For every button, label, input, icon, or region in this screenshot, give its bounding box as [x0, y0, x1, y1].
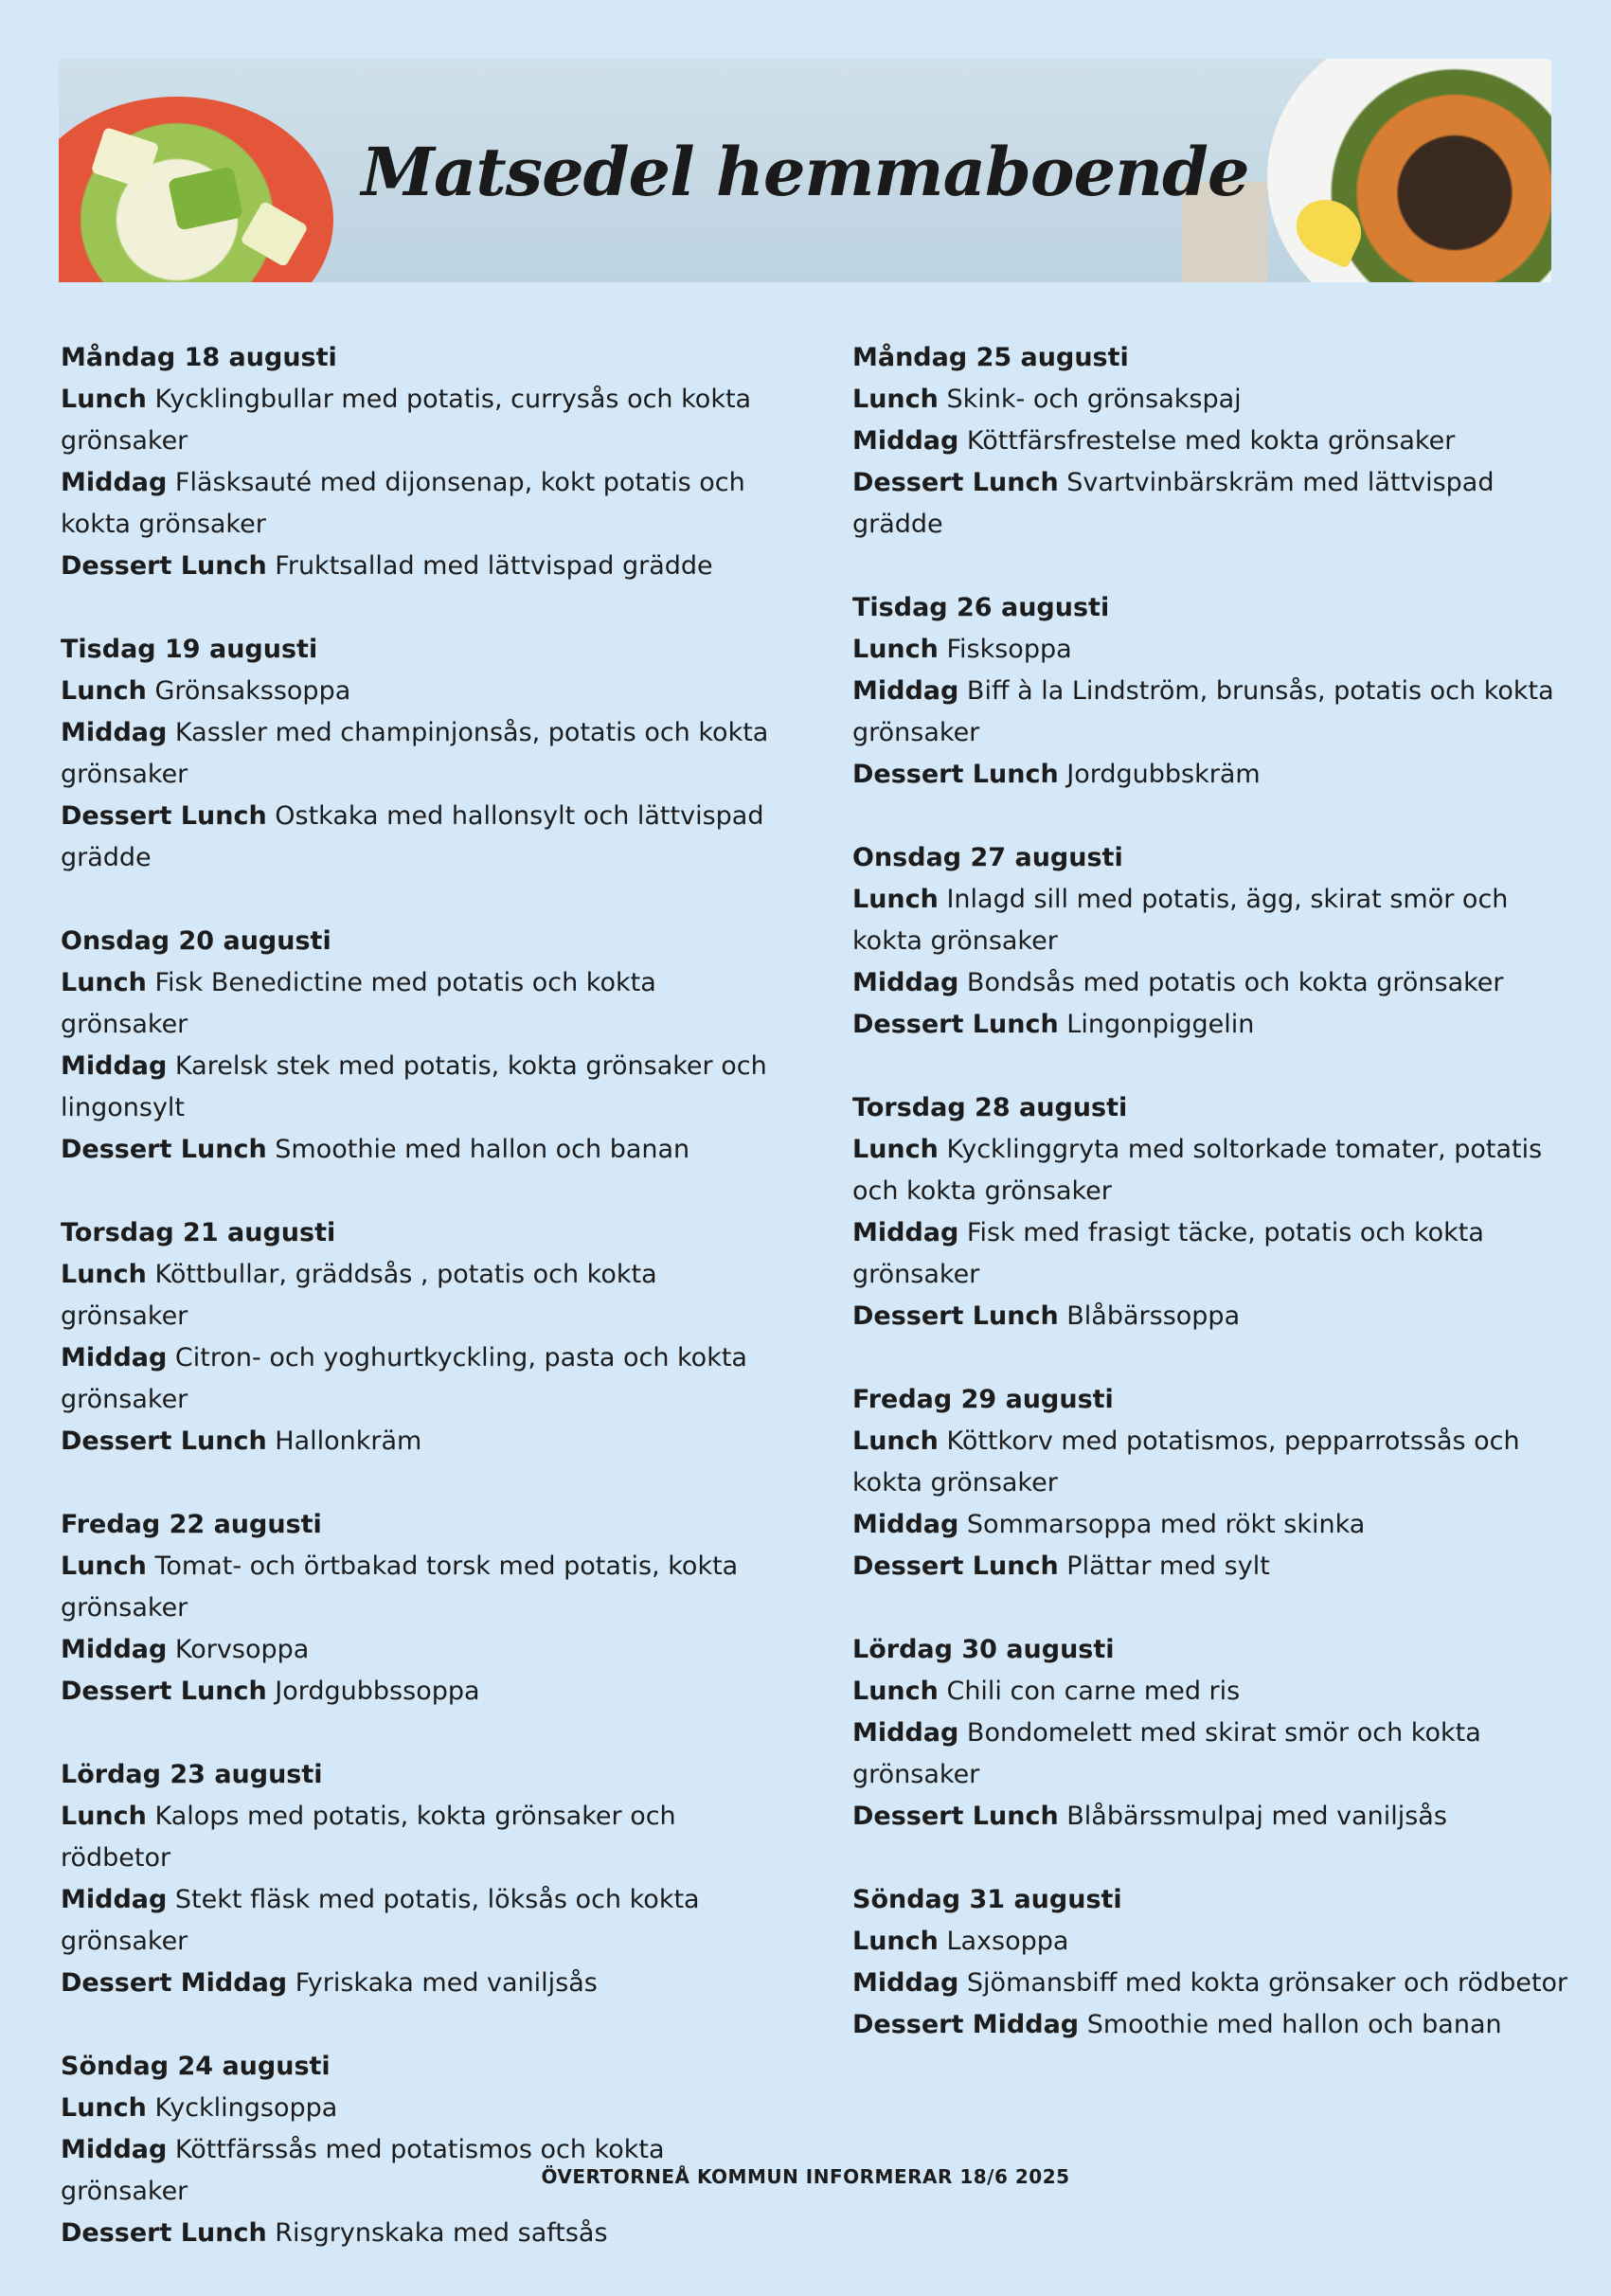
meal-description: Lingonpiggelin	[1066, 1010, 1255, 1039]
meal-row	[61, 671, 780, 712]
meal-label: Dessert Lunch	[61, 1426, 267, 1456]
meal-row	[852, 462, 1572, 546]
meal-label: Dessert Lunch	[61, 2218, 267, 2248]
meal-label: Dessert Lunch	[852, 1802, 1059, 1831]
day-block	[852, 587, 1572, 796]
meal-description: Sjömansbiff med kokta grönsaker och rödbetor	[966, 1968, 1568, 1998]
day-block	[61, 1504, 780, 1713]
meal-label: Lunch	[61, 1552, 147, 1581]
meal-description: Karelsk stek med potatis, kokta grönsaker och lingonsylt	[61, 1051, 767, 1122]
day-block	[852, 1379, 1572, 1587]
day-title: Tisdag 26 augusti	[852, 593, 1110, 622]
meal-description: Fisk med frasigt täcke, potatis och kokta grönsaker	[852, 1218, 1484, 1289]
meal-label: Dessert Middag	[61, 1968, 288, 1998]
day-block	[61, 1212, 780, 1462]
day-block	[852, 337, 1572, 546]
meal-label: Middag	[61, 1885, 168, 1914]
day-title: Onsdag 27 augusti	[852, 843, 1123, 872]
meal-row	[61, 1963, 780, 2004]
meal-row	[852, 1963, 1572, 2004]
meal-label: Lunch	[61, 968, 147, 997]
day-title: Måndag 25 augusti	[852, 343, 1129, 372]
meal-description: Kalops med potatis, kokta grönsaker och rödbetor	[61, 1802, 676, 1873]
meal-description: Blåbärssmulpaj med vaniljsås	[1066, 1802, 1447, 1831]
meal-row	[852, 1421, 1572, 1504]
day-block	[61, 1754, 780, 2004]
day-block	[61, 921, 780, 1171]
meal-row	[852, 671, 1572, 754]
meal-description: Kycklingsoppa	[154, 2093, 338, 2123]
meal-description: Biff à la Lindström, brunsås, potatis och kokta grönsaker	[852, 676, 1554, 747]
meal-row	[61, 1254, 780, 1337]
meal-row	[852, 1296, 1572, 1337]
meal-label: Lunch	[61, 1260, 147, 1289]
meal-description: Jordgubbssoppa	[275, 1677, 480, 1706]
meal-row	[61, 1879, 780, 1963]
meal-label: Middag	[61, 1343, 168, 1372]
meal-row	[61, 1796, 780, 1879]
day-block	[852, 837, 1572, 1046]
meal-row	[852, 629, 1572, 671]
meal-row	[61, 1046, 780, 1129]
meal-description: Citron- och yoghurtkyckling, pasta och kokta grönsaker	[61, 1343, 747, 1414]
day-title: Tisdag 19 augusti	[61, 635, 318, 664]
meal-row	[61, 1421, 780, 1462]
meal-label: Lunch	[852, 1135, 939, 1164]
meal-description: Svartvinbärskräm med lättvispad grädde	[852, 468, 1495, 539]
meal-description: Blåbärssoppa	[1066, 1301, 1241, 1331]
meal-row	[61, 962, 780, 1046]
menu-column-left	[61, 337, 780, 2296]
meal-label: Lunch	[852, 1927, 939, 1956]
meal-row	[852, 1212, 1572, 1296]
day-title: Söndag 24 augusti	[61, 2052, 331, 2081]
meal-description: Skink- och grönsakspaj	[946, 385, 1242, 414]
meal-description: Smoothie med hallon och banan	[275, 1135, 690, 1164]
meal-label: Middag	[852, 968, 959, 997]
meal-description: Fisksoppa	[946, 635, 1072, 664]
header-banner	[59, 59, 1551, 282]
meal-description: Grönsakssoppa	[154, 676, 351, 706]
meal-row	[852, 1504, 1572, 1546]
meal-label: Dessert Lunch	[61, 1135, 267, 1164]
day-title: Torsdag 28 augusti	[852, 1093, 1128, 1122]
meal-description: Köttbullar, gräddsås , potatis och kokta grönsaker	[61, 1260, 657, 1331]
meal-row	[852, 754, 1572, 796]
meal-label: Lunch	[852, 885, 939, 914]
meal-label: Dessert Lunch	[852, 1552, 1059, 1581]
meal-label: Dessert Lunch	[61, 1677, 267, 1706]
meal-description: Smoothie med hallon och banan	[1086, 2010, 1502, 2039]
meal-description: Ostkaka med hallonsylt och lättvispad grädde	[61, 801, 764, 872]
meal-row	[61, 462, 780, 546]
meal-description: Chili con carne med ris	[946, 1677, 1241, 1706]
meal-row	[61, 1671, 780, 1713]
day-block	[852, 1629, 1572, 1838]
meal-row	[61, 546, 780, 587]
meal-row	[852, 421, 1572, 462]
meal-label: Lunch	[852, 635, 939, 664]
meal-description: Risgrynskaka med saftsås	[275, 2218, 608, 2248]
meal-row	[852, 962, 1572, 1004]
day-title: Fredag 22 augusti	[61, 1510, 322, 1539]
meal-row	[852, 1129, 1572, 1212]
meal-label: Lunch	[852, 1426, 939, 1456]
meal-description: Kassler med champinjonsås, potatis och kokta grönsaker	[61, 718, 769, 789]
meal-label: Lunch	[61, 2093, 147, 2123]
meal-label: Dessert Lunch	[852, 760, 1059, 789]
day-title: Måndag 18 augusti	[61, 343, 337, 372]
meal-description: Fruktsallad med lättvispad grädde	[275, 551, 713, 581]
day-title: Fredag 29 augusti	[852, 1385, 1114, 1414]
day-title: Lördag 23 augusti	[61, 1760, 323, 1789]
meal-description: Kycklingbullar med potatis, currysås och kokta grönsaker	[61, 385, 752, 456]
meal-description: Stekt fläsk med potatis, löksås och kokta grönsaker	[61, 1885, 700, 1956]
meal-description: Korvsoppa	[174, 1635, 310, 1664]
meal-row	[852, 879, 1572, 962]
meal-description: Köttkorv med potatismos, pepparrotssås och kokta grönsaker	[852, 1426, 1520, 1498]
day-block	[852, 1879, 1572, 2046]
day-title: Söndag 31 augusti	[852, 1885, 1122, 1914]
meal-row	[852, 1921, 1572, 1963]
day-block	[61, 337, 780, 587]
meal-description: Laxsoppa	[946, 1927, 1069, 1956]
meal-description: Fläsksauté med dijonsenap, kokt potatis och kokta grönsaker	[61, 468, 745, 539]
meal-row	[61, 1546, 780, 1629]
meal-label: Dessert Middag	[852, 2010, 1080, 2039]
meal-description: Kycklinggryta med soltorkade tomater, potatis och kokta grönsaker	[852, 1135, 1543, 1206]
footer-text: ÖVERTORNEÅ KOMMUN INFORMERAR 18/6 2025	[541, 2165, 1070, 2188]
meal-label: Dessert Lunch	[61, 551, 267, 581]
meal-label: Lunch	[61, 385, 147, 414]
meal-label: Middag	[852, 676, 959, 706]
day-block	[852, 1087, 1572, 1337]
meal-label: Lunch	[852, 1677, 939, 1706]
meal-label: Middag	[61, 1635, 168, 1664]
meal-description: Köttfärssås med potatismos och kokta grönsaker	[61, 2135, 665, 2206]
meal-description: Sommarsoppa med rökt skinka	[966, 1510, 1366, 1539]
day-title: Torsdag 21 augusti	[61, 1218, 336, 1247]
meal-row	[61, 2088, 780, 2129]
day-block	[61, 629, 780, 879]
meal-label: Middag	[61, 468, 168, 497]
meal-row	[61, 796, 780, 879]
meal-row	[852, 379, 1572, 421]
meal-label: Middag	[852, 1968, 959, 1998]
day-title: Onsdag 20 augusti	[61, 926, 331, 956]
meal-row	[852, 1004, 1572, 1046]
meal-description: Inlagd sill med potatis, ägg, skirat smör och kokta grönsaker	[852, 885, 1509, 956]
meal-description: Bondomelett med skirat smör och kokta grönsaker	[852, 1718, 1481, 1789]
meal-row	[852, 1546, 1572, 1587]
meal-row	[852, 1671, 1572, 1713]
meal-row	[852, 1713, 1572, 1796]
meal-label: Dessert Lunch	[61, 801, 267, 831]
meal-label: Lunch	[61, 676, 147, 706]
meal-label: Middag	[852, 426, 959, 456]
day-block	[61, 2046, 780, 2254]
meal-label: Middag	[852, 1718, 959, 1748]
page-title: Matsedel hemmaboende	[361, 133, 1249, 211]
meal-description: Plättar med sylt	[1066, 1552, 1270, 1581]
meal-label: Middag	[852, 1510, 959, 1539]
meal-label: Middag	[61, 1051, 168, 1081]
meal-description: Bondsås med potatis och kokta grönsaker	[966, 968, 1504, 997]
meal-row	[852, 2004, 1572, 2046]
meal-label: Dessert Lunch	[852, 468, 1059, 497]
meal-row	[61, 2213, 780, 2254]
meal-label: Middag	[61, 718, 168, 747]
meal-label: Dessert Lunch	[852, 1010, 1059, 1039]
meal-description: Jordgubbskräm	[1066, 760, 1261, 789]
meal-label: Middag	[852, 1218, 959, 1247]
meal-label: Dessert Lunch	[852, 1301, 1059, 1331]
meal-description: Hallonkräm	[275, 1426, 422, 1456]
meal-label: Lunch	[852, 385, 939, 414]
meal-row	[61, 379, 780, 462]
meal-description: Tomat- och örtbakad torsk med potatis, kokta grönsaker	[61, 1552, 739, 1623]
meal-description: Köttfärsfrestelse med kokta grönsaker	[966, 426, 1456, 456]
meal-description: Fisk Benedictine med potatis och kokta grönsaker	[61, 968, 656, 1039]
meal-row	[61, 712, 780, 796]
meal-description: Fyriskaka med vaniljsås	[295, 1968, 598, 1998]
menu-column-right	[852, 337, 1572, 2088]
meal-label: Lunch	[61, 1802, 147, 1831]
meal-row	[61, 1129, 780, 1171]
meal-row	[61, 1337, 780, 1421]
day-title: Lördag 30 augusti	[852, 1635, 1115, 1664]
meal-label: Middag	[61, 2135, 168, 2164]
meal-row	[852, 1796, 1572, 1838]
meal-row	[61, 1629, 780, 1671]
